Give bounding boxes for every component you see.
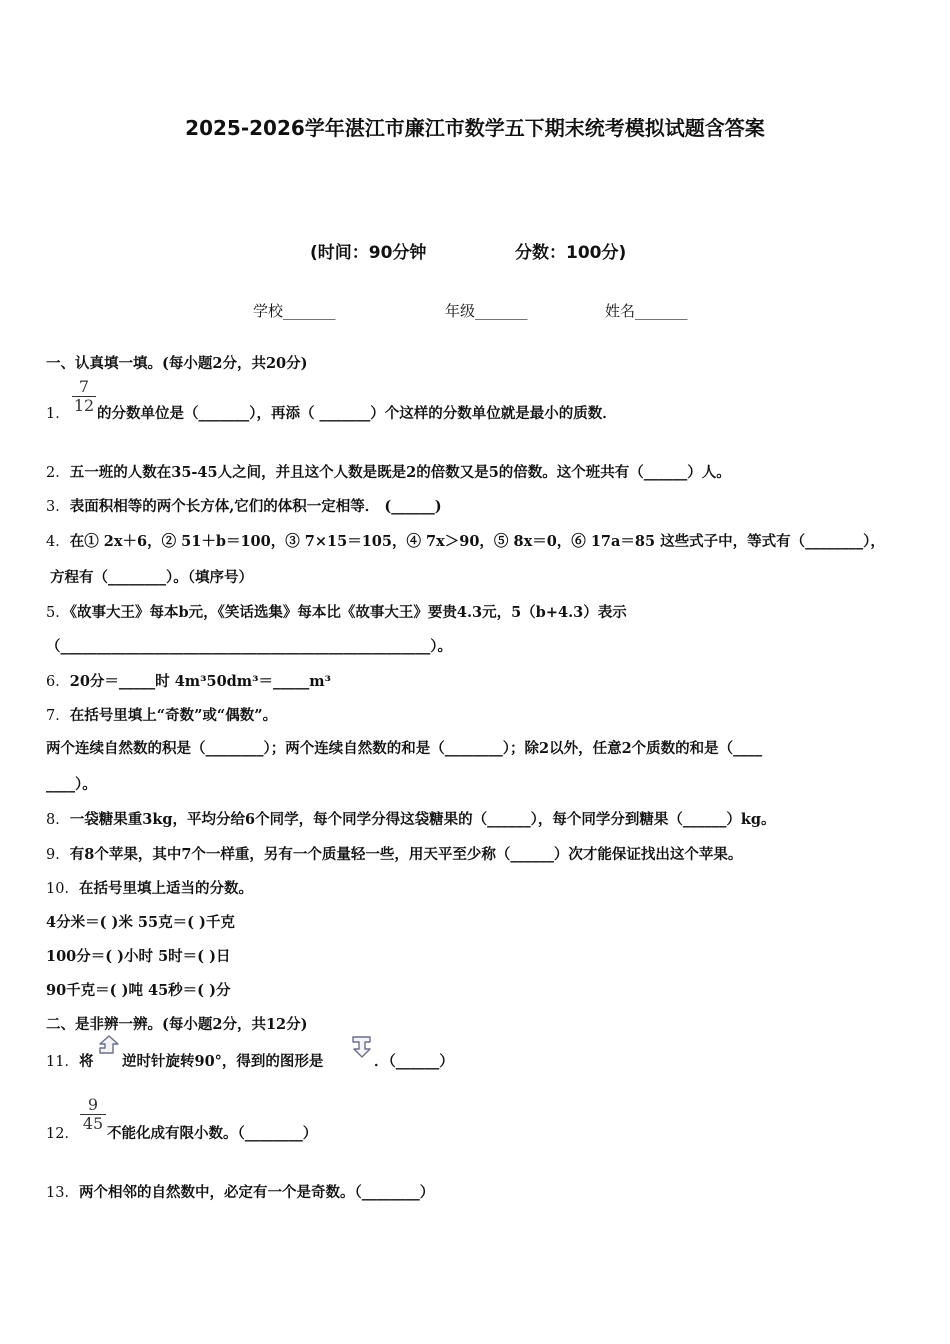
question-text: 在括号里填上适当的分数。 [78, 880, 253, 897]
question-number: 7． [46, 708, 70, 724]
question-number: 3． [46, 499, 70, 515]
exam-score: 分数：100分) [515, 243, 627, 263]
question-5-line-2: （___________________________________________________）。 [46, 638, 452, 655]
fraction-denominator: 45 [82, 1114, 104, 1133]
fraction-denominator: 12 [73, 396, 95, 415]
section-heading-1: 一、认真填一填。(每小题2分，共20分) [46, 355, 308, 372]
question-6 [46, 670, 331, 691]
question-11-answer: ．（______） [374, 1053, 454, 1070]
fraction-9-45 [80, 1096, 106, 1133]
question-4-line-2: 方程有（________）。（填序号） [50, 569, 253, 586]
question-7-line-2: 两个连续自然数的积是（________）；两个连续自然数的和是（________）；除2以外，任意2个质数的和是（____ [46, 740, 763, 757]
question-2 [46, 461, 731, 482]
question-9 [46, 843, 742, 864]
question-12-text: 不能化成有限小数。（________） [107, 1125, 318, 1142]
question-text-pre: 将 [78, 1053, 94, 1070]
question-number: 13． [46, 1185, 79, 1201]
question-number: 4． [46, 534, 70, 550]
question-7 [46, 704, 277, 725]
question-number: 12． [46, 1126, 79, 1142]
question-text: 《故事大王》每本b元，《笑话选集》每本比《故事大王》要贵4.3元，5（b+4.3）表示 [69, 604, 627, 621]
question-12 [46, 1122, 79, 1143]
question-11-text: 逆时针旋转90°，得到的图形是 [122, 1053, 324, 1070]
question-number: 2． [46, 465, 70, 481]
question-text: 五一班的人数在35-45人之间，并且这个人数是既是2的倍数又是5的倍数。这个班共有（______）人。 [69, 464, 731, 481]
question-number: 1． [46, 406, 70, 422]
question-text: 一袋糖果重3kg，平均分给6个同学，每个同学分得这袋糖果的（______），每个同学分到糖果（______）kg。 [69, 811, 776, 828]
question-7-line-3: ____）。 [46, 776, 97, 793]
fraction-7-12 [72, 378, 96, 415]
exam-time: (时间：90分钟 [310, 243, 427, 263]
question-3 [46, 495, 442, 516]
page-title: 2025-2026学年湛江市廉江市数学五下期末统考模拟试题含答案 [185, 116, 765, 140]
question-10-row-1: 4分米＝( )米 55克＝( )千克 [46, 914, 235, 931]
arrow-shape-rotated-icon [349, 1034, 375, 1060]
question-text: 20分＝_____时 4m³50dm³＝_____m³ [69, 673, 331, 690]
question-number: 8． [46, 812, 70, 828]
question-number: 11． [46, 1054, 79, 1070]
question-text: 在括号里填上“奇数”或“偶数”。 [69, 707, 278, 724]
school-field: 学校_______ [253, 302, 336, 320]
arrow-shape-original-icon [96, 1034, 122, 1058]
question-1 [46, 402, 70, 423]
question-10-row-2: 100分＝( )小时 5时＝( )日 [46, 948, 231, 965]
question-number: 5． [46, 605, 70, 621]
question-10-row-3: 90千克＝( )吨 45秒＝( )分 [46, 982, 231, 999]
question-number: 9． [46, 847, 70, 863]
question-8 [46, 808, 776, 829]
question-10 [46, 877, 253, 898]
grade-field: 年级_______ [445, 302, 528, 320]
question-4 [46, 530, 885, 551]
question-11 [46, 1050, 93, 1071]
question-text: 表面积相等的两个长方体,它们的体积一定相等． (______) [69, 498, 442, 515]
fraction-numerator: 9 [87, 1095, 99, 1114]
name-field: 姓名_______ [605, 302, 688, 320]
question-1-text: 的分数单位是（_______），再添（ _______）个这样的分数单位就是最小的质数． [97, 405, 617, 422]
question-5 [46, 601, 627, 622]
fraction-numerator: 7 [78, 377, 90, 396]
section-heading-2: 二、是非辨一辨。(每小题2分，共12分) [46, 1016, 308, 1033]
question-13 [46, 1181, 434, 1202]
question-number: 6． [46, 674, 70, 690]
question-number: 10． [46, 881, 79, 897]
question-text: 有8个苹果，其中7个一样重，另有一个质量轻一些，用天平至少称（______）次才能保证找出这个苹果。 [69, 846, 743, 863]
question-text: 在① 2x＋6，② 51＋b＝100，③ 7×15＝105，④ 7x＞90，⑤ 8x＝0，⑥ 17a＝85 这些式子中，等式有（________）， [69, 533, 885, 550]
question-text: 两个相邻的自然数中，必定有一个是奇数。（________） [78, 1184, 435, 1201]
